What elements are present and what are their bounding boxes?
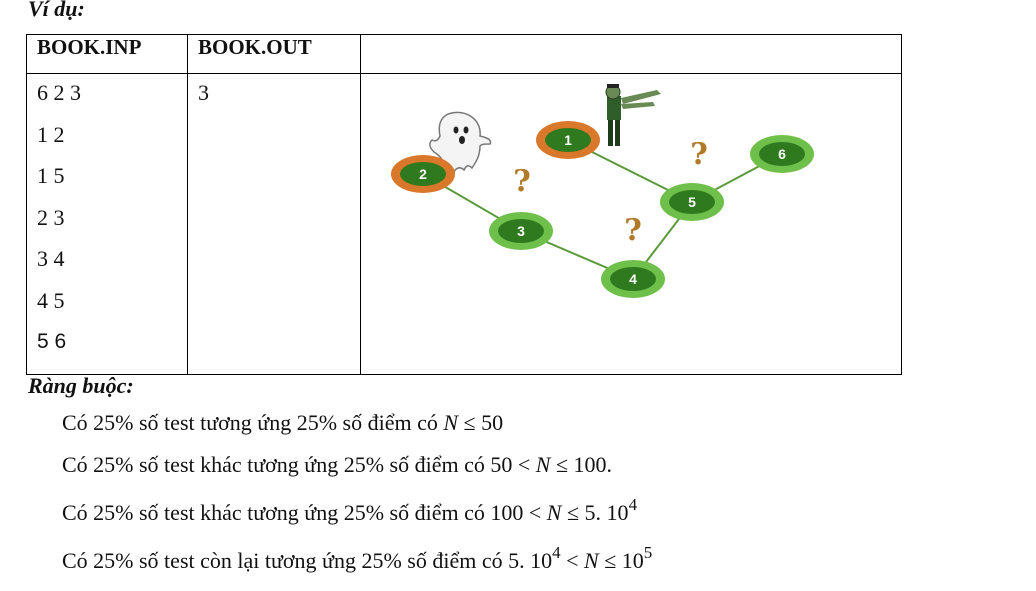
tree-node-label: 1: [564, 132, 572, 148]
header-illustration: [361, 35, 902, 74]
header-input-file: BOOK.INP: [27, 35, 188, 74]
constraints-heading: Ràng buộc:: [28, 373, 134, 398]
example-table: [26, 34, 902, 375]
output-cell: [188, 74, 361, 375]
constraint-var: N: [443, 410, 459, 435]
constraint-bound: ≤ 100.: [550, 452, 613, 477]
constraint-var: N: [535, 452, 551, 477]
tree-illustration: [361, 74, 891, 369]
illustration-cell: [361, 74, 902, 375]
input-cell: [27, 74, 188, 375]
zombie-icon: [606, 84, 661, 146]
constraint-text: Có 25% số test khác tương ứng 25% số điểm có 100 <: [62, 500, 547, 525]
tree-node: [750, 135, 814, 173]
constraint-exponent: 4: [628, 495, 638, 514]
input-line: 1 5: [37, 163, 65, 188]
constraint-operator: <: [560, 548, 585, 573]
output-line: 3: [198, 80, 209, 105]
tree-node: [536, 121, 600, 159]
tree-node-label: 4: [629, 271, 637, 287]
constraint-exponent: 5: [643, 543, 653, 562]
constraint-var: N: [546, 500, 562, 525]
input-line: 1 2: [37, 121, 65, 147]
constraint-var: N: [584, 548, 599, 573]
tree-node-label: 3: [517, 223, 525, 239]
question-mark: ?: [690, 137, 708, 172]
tree-node: [489, 212, 553, 250]
tree-node-label: 5: [688, 194, 696, 210]
tree-node-label: 2: [419, 166, 427, 182]
constraint-bound: ≤ 50: [458, 410, 504, 435]
table-header-row: [27, 35, 902, 74]
constraint-item: [62, 452, 612, 478]
constraint-item: [62, 410, 503, 436]
constraint-text: Có 25% số test còn lại tương ứng 25% số điểm có 5. 10: [62, 548, 553, 573]
constraint-text: Có 25% số test khác tương ứng 25% số điểm có 50 <: [62, 452, 536, 477]
tree-node: [601, 260, 665, 298]
tree-node-label: 6: [778, 146, 786, 162]
input-line: 4 5: [37, 287, 65, 313]
tree-node: [391, 155, 455, 193]
constraint-bound: ≤ 10: [598, 548, 644, 573]
constraint-text: Có 25% số test tương ứng 25% số điểm có: [62, 410, 444, 435]
constraint-item: [62, 543, 653, 574]
constraint-item: [62, 495, 638, 526]
question-mark: ?: [624, 213, 642, 248]
input-line: 5 6: [37, 330, 67, 353]
table-body-row: [27, 74, 902, 375]
input-line: 6 2 3: [37, 80, 81, 105]
example-heading: Ví dụ:: [28, 0, 85, 21]
input-line: 2 3: [37, 204, 65, 230]
header-output-file: BOOK.OUT: [188, 35, 361, 74]
tree-node: [660, 183, 724, 221]
question-mark: ?: [513, 164, 531, 199]
constraint-bound: ≤ 5. 10: [561, 500, 629, 525]
input-line: 3 4: [37, 246, 65, 271]
constraint-exponent: 4: [552, 543, 561, 562]
